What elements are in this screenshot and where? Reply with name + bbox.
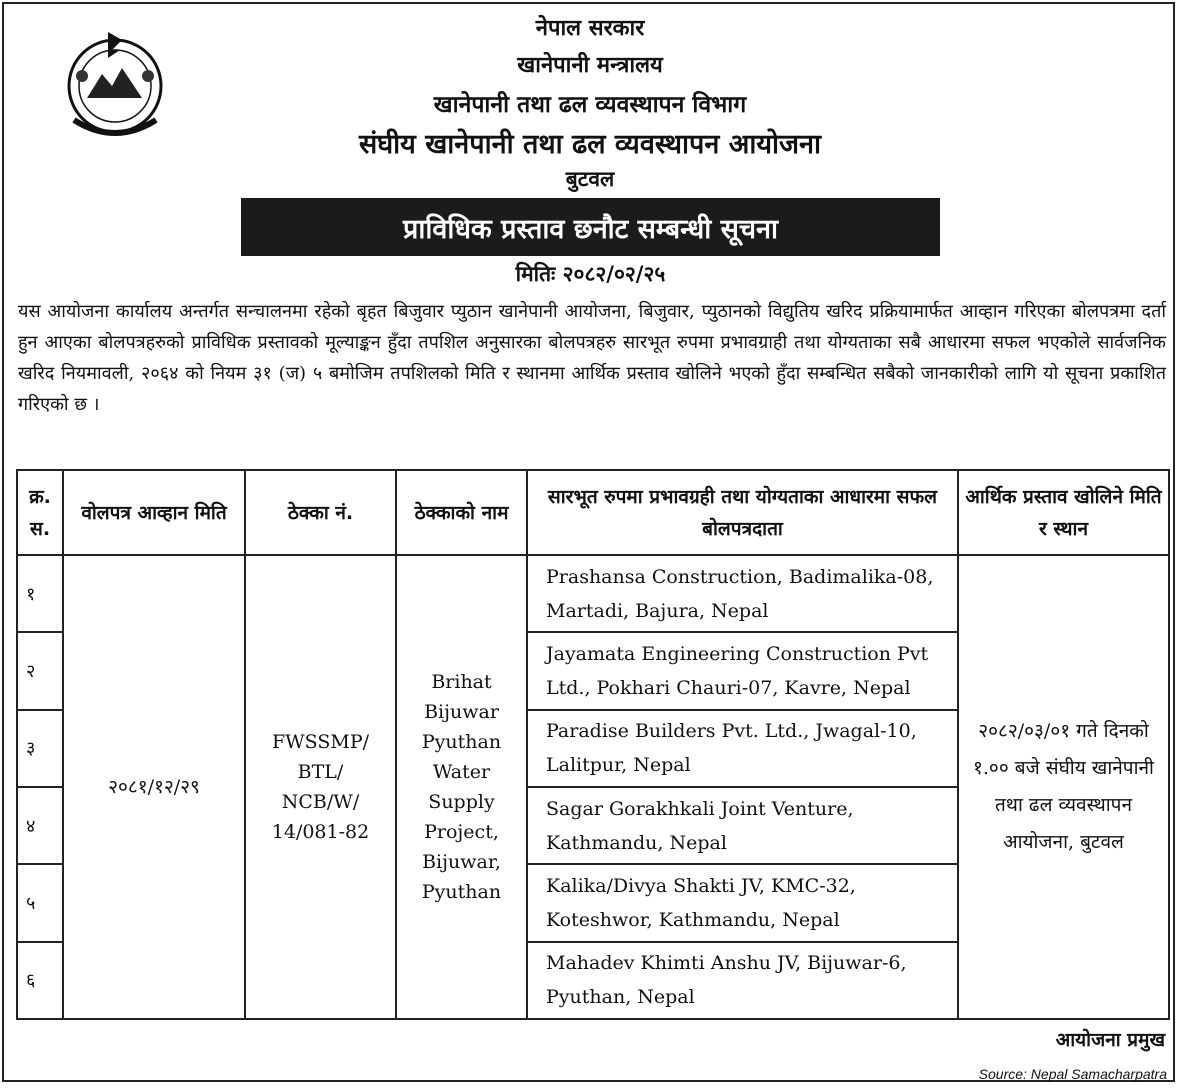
signature: आयोजना प्रमुख [1055, 1029, 1165, 1051]
contract-no-cell: FWSSMP/ BTL/ NCB/W/ 14/081-82 [245, 555, 396, 1019]
row-sn: ३ [17, 710, 63, 787]
source-credit: Source: Nepal Samacharpatra [978, 1066, 1167, 1082]
col-header-contract-no: ठेक्का नं. [245, 470, 396, 555]
col-header-opening: आर्थिक प्रस्ताव खोलिने मिति र स्थान [958, 470, 1169, 555]
notice-title-banner [241, 198, 940, 256]
col-header-sn: क्र. स. [17, 470, 63, 555]
contract-name-cell: Brihat Bijuwar Pyuthan Water Supply Project, Bijuwar, Pyuthan [396, 555, 527, 1019]
header-ministry: खानेपानी मन्त्रालय [517, 53, 663, 78]
opening-cell: २०८२/०३/०१ गते दिनको १.०० बजे संघीय खानेपानी तथा ढल व्यवस्थापन आयोजना, बुटवल [958, 555, 1169, 1019]
header-project: संघीय खानेपानी तथा ढल व्यवस्थापन आयोजना [358, 129, 822, 160]
bidder-table [16, 469, 1170, 1020]
bidder-name: Mahadev Khimti Anshu JV, Bijuwar-6, Pyuthan, Nepal [527, 942, 958, 1019]
header-location: बुटवल [565, 167, 615, 191]
bidder-name: Paradise Builders Pvt. Ltd., Jwagal-10, Lalitpur, Nepal [527, 710, 958, 787]
col-header-bidder: सारभूत रुपमा प्रभावग्रही तथा योग्यताका आधारमा सफल बोलपत्रदाता [527, 470, 958, 555]
row-sn: ६ [17, 942, 63, 1019]
header-department: खानेपानी तथा ढल व्यवस्थापन विभाग [433, 92, 747, 118]
row-sn: ५ [17, 864, 63, 941]
col-header-contract-name: ठेक्काको नाम [396, 470, 527, 555]
bidder-name: Jayamata Engineering Construction Pvt Ltd., Pokhari Chauri-07, Kavre, Nepal [527, 632, 958, 709]
row-sn: १ [17, 555, 63, 632]
row-sn: २ [17, 632, 63, 709]
notice-title: प्राविधिक प्रस्ताव छनौट सम्बन्धी सूचना [403, 213, 778, 245]
government-emblem-icon [62, 28, 168, 140]
row-sn: ४ [17, 787, 63, 864]
bid-date-cell: २०८१/१२/२९ [63, 555, 245, 1019]
header-government: नेपाल सरकार [535, 16, 645, 41]
table-row [17, 555, 1169, 632]
notice-body: यस आयोजना कार्यालय अन्तर्गत सन्चालनमा रहेको बृहत बिजुवार प्युठान खानेपानी आयोजना, बिजुवार, प्युठानको विद्युतिय खरिद प्रक्रियामार्फत आव्हान गरिएका बोलपत्रमा दर्ता हुन आएका बोलपत्रहरुको प्राविधिक प्रस्तावको मूल्याङ्कन हुँदा तपशिल अनुसारका बोलपत्रहरु सारभूत रुपमा प्रभावग्राही तथा योग्यताका सबै आधारमा सफल भएकोले सार्वजनिक खरिद नियमावली, २०६४ को नियम ३१ (ज) ५ बमोजिम तपशिलको मिति र स्थानमा आर्थिक प्रस्ताव खोलिने भएको हुँदा सम्बन्धित सबैको जानकारीको लागि यो सूचना प्रकाशित गरिएको छ । [18, 301, 1166, 415]
col-header-bid-date: वोलपत्र आव्हान मिति [63, 470, 245, 555]
bidder-name: Kalika/Divya Shakti JV, KMC-32, Koteshwor, Kathmandu, Nepal [527, 864, 958, 941]
notice-date: मितिः २०८२/०२/२५ [515, 262, 666, 286]
bidder-name: Sagar Gorakhkali Joint Venture, Kathmandu, Nepal [527, 787, 958, 864]
bidder-name: Prashansa Construction, Badimalika-08, Martadi, Bajura, Nepal [527, 555, 958, 632]
